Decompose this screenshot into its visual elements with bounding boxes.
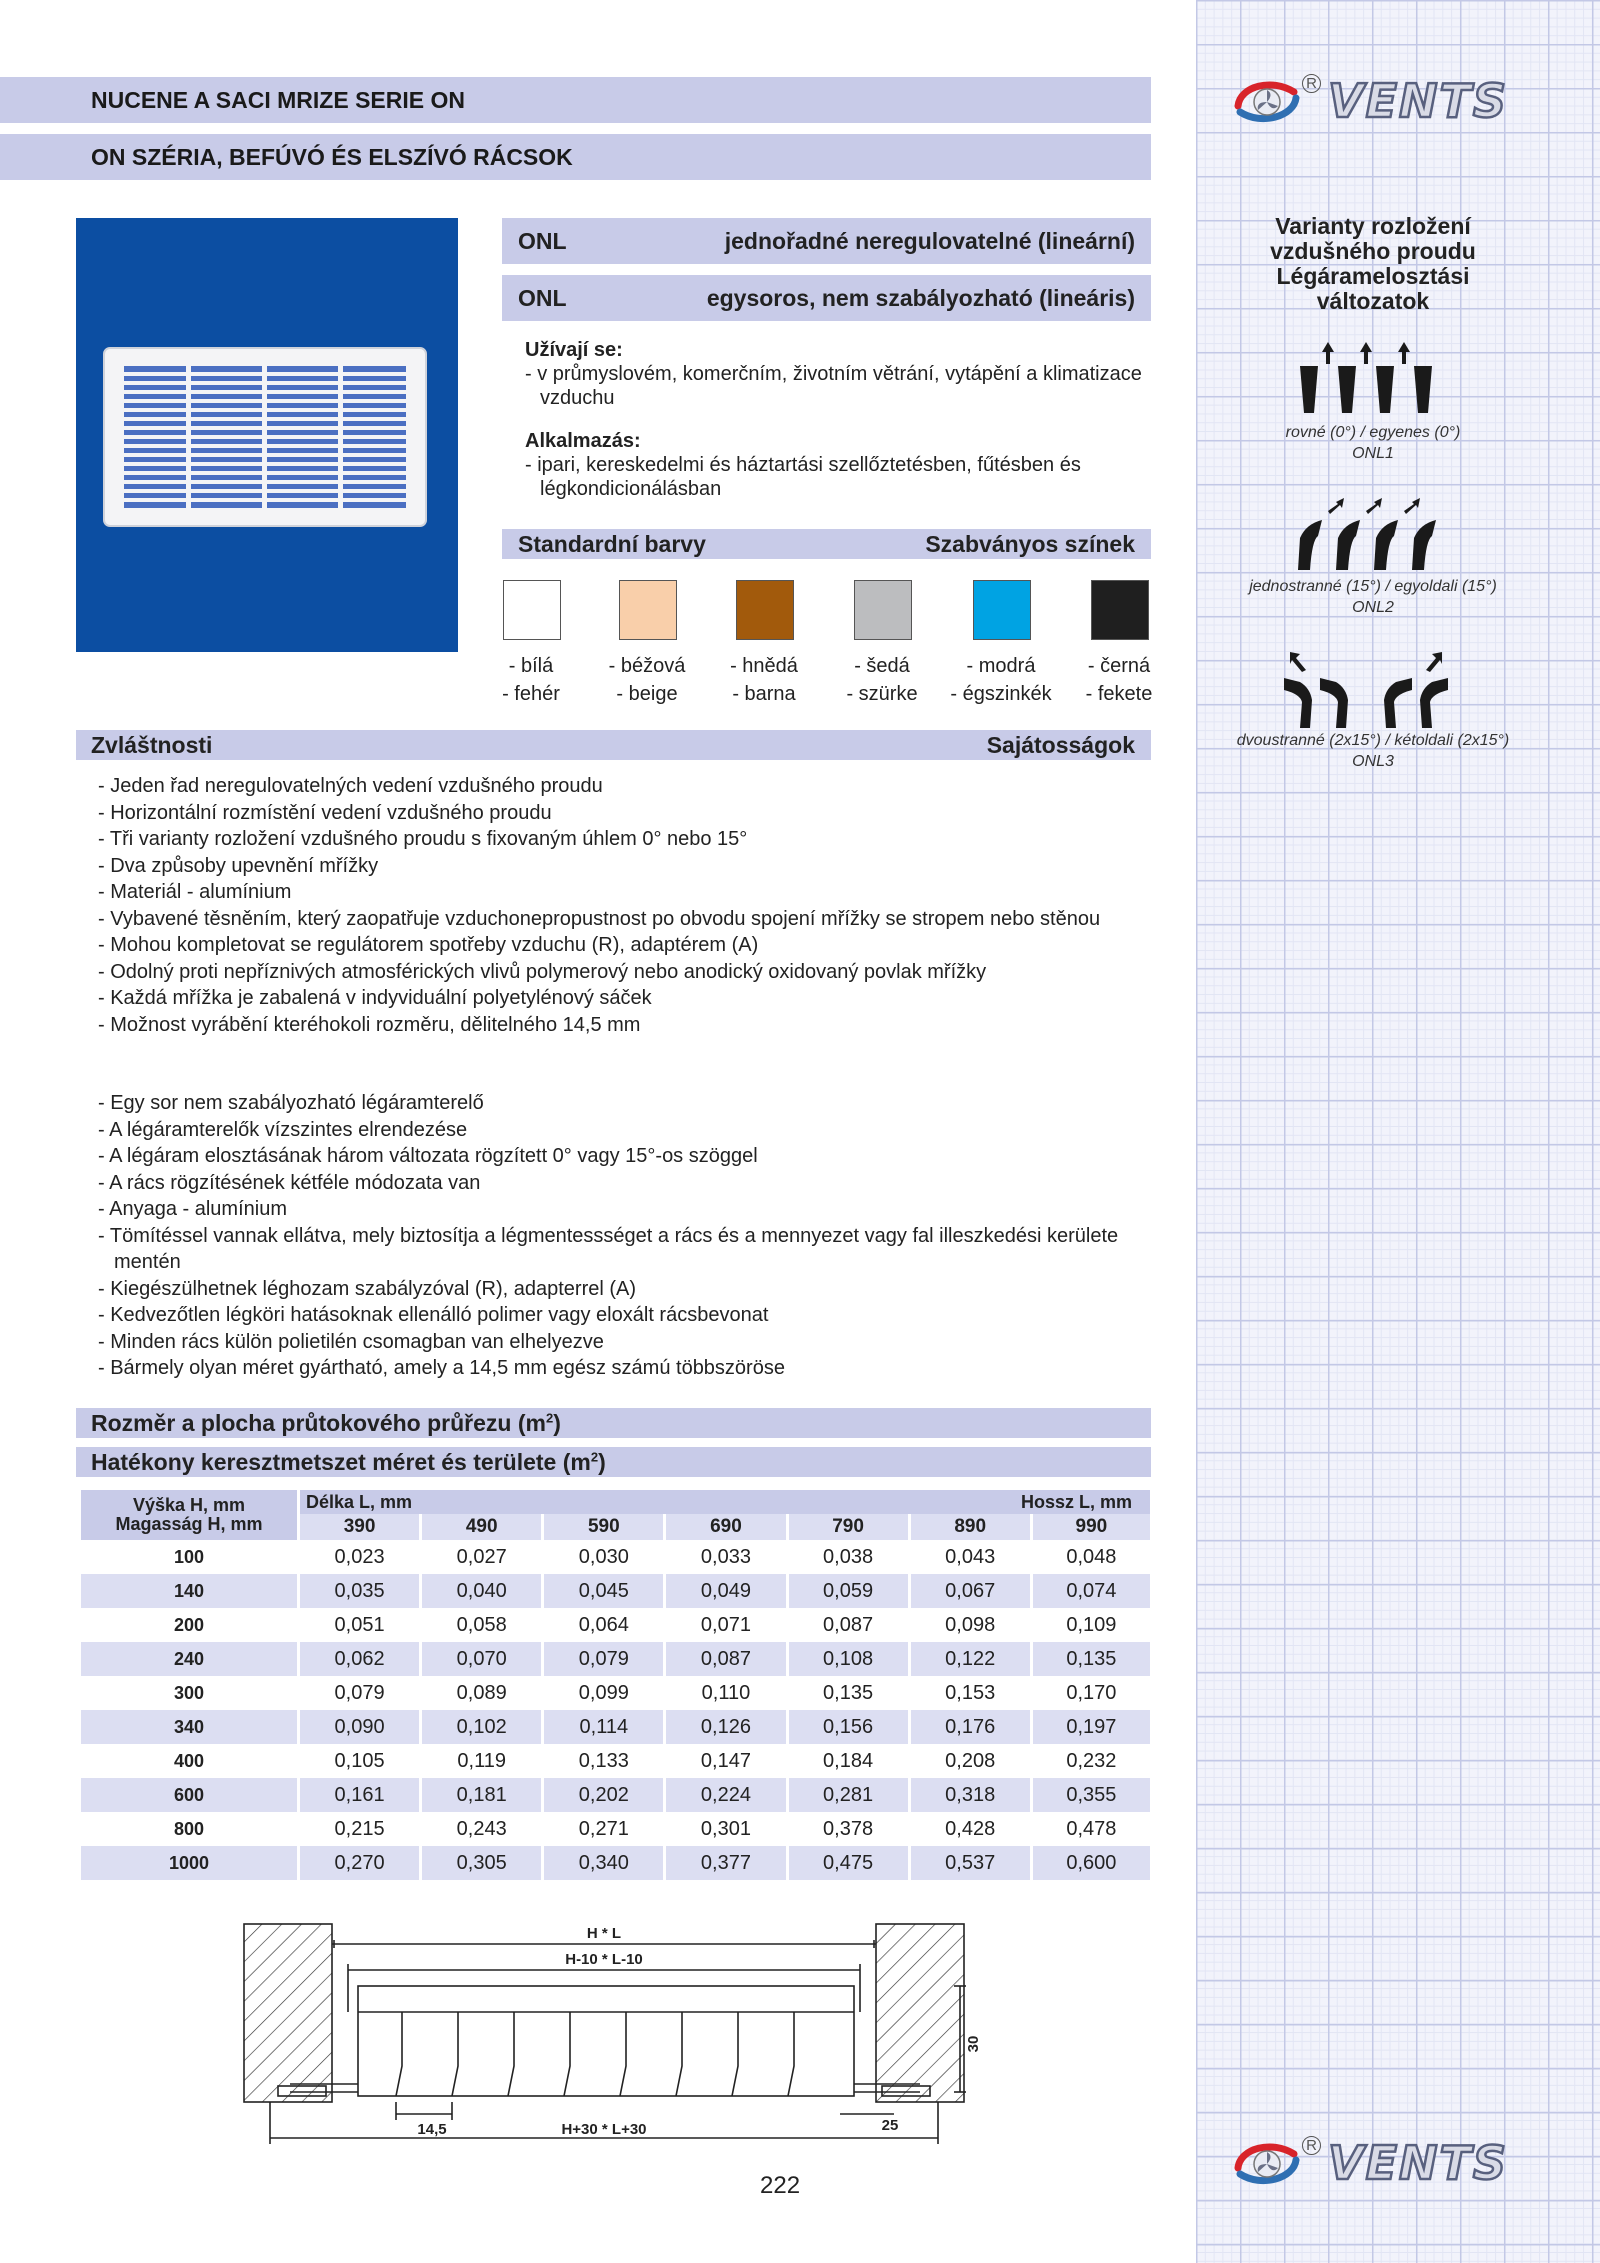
dimensions-title-hu: Hatékony keresztmetszet méret és területe $(m^2)$: [91, 1449, 606, 1475]
column-header: 990: [1031, 1514, 1150, 1540]
color-swatch: [619, 580, 677, 640]
table-cell: 0,043: [909, 1540, 1031, 1574]
table-cell: 0,170: [1031, 1676, 1150, 1710]
feature-item: - A légáram elosztásának három változata rögzített 0° vagy 15°-os szöggel: [98, 1145, 758, 1167]
onl-description: jednořadné neregulovatelné (lineární): [724, 228, 1135, 254]
feature-item: - Bármely olyan méret gyártható, amely a 14,5 mm egész számú többszöröse: [98, 1357, 785, 1379]
table-cell: 0,281: [787, 1778, 909, 1812]
row-height-cell: 600: [80, 1778, 299, 1812]
table-cell: 0,035: [299, 1574, 421, 1608]
table-cell: 0,058: [421, 1608, 543, 1642]
table-cell: 0,135: [787, 1676, 909, 1710]
table-cell: 0,243: [421, 1812, 543, 1846]
feature-item: - A légáramterelők vízszintes elrendezése: [98, 1118, 468, 1141]
brand-wordmark: VENTS: [1328, 2136, 1509, 2190]
table-cell: 0,098: [909, 1608, 1031, 1642]
title-band-hu: [0, 134, 1151, 180]
table-cell: 0,108: [787, 1642, 909, 1676]
table-cell: 0,161: [299, 1778, 421, 1812]
registered-mark: R: [1302, 74, 1321, 93]
table-cell: 0,270: [299, 1846, 421, 1880]
grille-illustration: [76, 218, 458, 652]
table-cell: 0,181: [421, 1778, 543, 1812]
column-header: 890: [909, 1514, 1031, 1540]
color-swatch-label: - šedá - szürke: [846, 655, 918, 705]
table-row: [80, 1676, 1151, 1710]
table-cell: 0,428: [909, 1812, 1031, 1846]
table-row: [80, 1540, 1151, 1574]
page-title-hu: ON SZÉRIA, BEFÚVÓ ÉS ELSZÍVÓ RÁCSOK: [91, 144, 573, 170]
color-swatch-label: - černá - fekete: [1085, 655, 1153, 705]
column-header: 590: [543, 1514, 665, 1540]
table-cell: 0,087: [787, 1608, 909, 1642]
table-row: [80, 1710, 1151, 1744]
feature-item: - Minden rács külön polietilén csomagban van elhelyezve: [98, 1330, 604, 1353]
column-header: 690: [665, 1514, 787, 1540]
color-swatch-label: - modrá - égszinkék: [950, 655, 1052, 705]
dimensions-band-hu: [76, 1447, 1151, 1477]
product-photo: [76, 218, 458, 652]
table-cell: 0,232: [1031, 1744, 1150, 1778]
table-cell: 0,033: [665, 1540, 787, 1574]
dimensions-band-cz: [76, 1408, 1151, 1438]
table-cell: 0,301: [665, 1812, 787, 1846]
table-cell: 0,067: [909, 1574, 1031, 1608]
table-cell: 0,147: [665, 1744, 787, 1778]
table-cell: 0,105: [299, 1744, 421, 1778]
onl-description: egysoros, nem szabályozható (lineáris): [706, 285, 1135, 311]
variant-onl3-icon: [1276, 648, 1456, 732]
table-cell: 0,133: [543, 1744, 665, 1778]
color-swatch-label: - hnědá - barna: [730, 655, 798, 705]
usage-item: - v průmyslovém, komerčním, životním větrání, vytápění a klimatizace vzduchu: [525, 363, 1142, 409]
sidebar-title: Varianty rozložení vzdušného proudu Légáramelosztási változatok: [1270, 213, 1476, 314]
label-hl: H * L: [586, 1925, 622, 1942]
usage-heading: Alkalmazás:: [525, 430, 641, 452]
usage-hu: [525, 429, 1165, 501]
table-cell: 0,064: [543, 1608, 665, 1642]
features-list-cz: [98, 773, 1148, 1038]
feature-item: - Možnost vyrábění kteréhokoli rozměru, dělitelného 14,5 mm: [98, 1013, 641, 1036]
feature-item: - Každá mřížka je zabalená v indyviduální polyetylénový sáček: [98, 987, 652, 1009]
feature-item: - A rács rögzítésének kétféle módozata van: [98, 1171, 481, 1194]
table-row: [80, 1608, 1151, 1642]
usage-cz: [525, 338, 1145, 410]
feature-item: - Dva způsoby upevnění mřížky: [98, 854, 379, 877]
features-band: [76, 730, 1151, 760]
feature-item: - Materiál - alumínium: [98, 881, 292, 903]
table-cell: 0,074: [1031, 1574, 1150, 1608]
colors-title-cz: Standardní barvy: [518, 531, 706, 557]
column-header: 790: [787, 1514, 909, 1540]
table-row: [80, 1642, 1151, 1676]
table-cell: 0,176: [909, 1710, 1031, 1744]
color-swatch: [503, 580, 561, 640]
row-height-cell: 200: [80, 1608, 299, 1642]
table-cell: 0,271: [543, 1812, 665, 1846]
table-cell: 0,475: [787, 1846, 909, 1880]
feature-item: - Kedvezőtlen légköri hatásoknak ellenálló polimer vagy eloxált rácsbevonat: [98, 1304, 769, 1326]
feature-item: - Jeden řad neregulovatelných vedení vzdušného proudu: [98, 775, 603, 797]
table-cell: 0,340: [543, 1846, 665, 1880]
table-cell: 0,070: [421, 1642, 543, 1676]
onl-row-hu: [502, 275, 1151, 321]
column-header: 390: [299, 1514, 421, 1540]
table-row: [80, 1812, 1151, 1846]
table-cell: 0,049: [665, 1574, 787, 1608]
colors-title-hu: Szabványos színek: [925, 531, 1135, 557]
table-cell: 0,090: [299, 1710, 421, 1744]
color-swatch-label: - béžová - beige: [608, 655, 686, 705]
registered-mark: R: [1302, 2136, 1321, 2155]
table-cell: 0,059: [787, 1574, 909, 1608]
onl-code: ONL: [518, 285, 567, 311]
table-row: [80, 1744, 1151, 1778]
table-cell: 0,110: [665, 1676, 787, 1710]
table-cell: 0,208: [909, 1744, 1031, 1778]
label-outer: H+30 * L+30: [561, 2121, 647, 2138]
feature-item: - Kiegészülhetnek léghozam szabályzóval (R), adapterrel (A): [98, 1277, 637, 1300]
table-row: [80, 1778, 1151, 1812]
colors-band: [502, 529, 1151, 559]
feature-item: - Tömítéssel vannak ellátva, mely biztosítja a légmentessséget a rács és a mennyezet vagy fal illeszkedési kerülete mentén: [98, 1224, 1119, 1273]
row-height-cell: 400: [80, 1744, 299, 1778]
table-cell: 0,062: [299, 1642, 421, 1676]
table-cell: 0,079: [299, 1676, 421, 1710]
variant-onl2-icon: [1292, 494, 1442, 574]
label-inner: H-10 * L-10: [565, 1951, 643, 1968]
variant-onl1-caption: rovné (0°) / egyenes (0°) ONL1: [1285, 424, 1461, 462]
table-cell: 0,030: [543, 1540, 665, 1574]
table-cell: 0,126: [665, 1710, 787, 1744]
fan-logo-icon: [1232, 2138, 1302, 2188]
table-cell: 0,109: [1031, 1608, 1150, 1642]
table-cell: 0,318: [909, 1778, 1031, 1812]
table-cell: 0,071: [665, 1608, 787, 1642]
feature-item: - Anyaga - alumínium: [98, 1198, 287, 1220]
color-swatch: [973, 580, 1031, 640]
table-cell: 0,027: [421, 1540, 543, 1574]
features-title-cz: Zvláštnosti: [91, 732, 213, 758]
dimensions-table: [78, 1490, 1150, 1880]
table-cell: 0,377: [665, 1846, 787, 1880]
table-cell: 0,378: [787, 1812, 909, 1846]
table-cell: 0,184: [787, 1744, 909, 1778]
usage-heading: Užívají se:: [525, 339, 623, 361]
vents-logo-top: [1232, 74, 1562, 130]
row-height-cell: 100: [80, 1540, 299, 1574]
vents-logo-bottom: [1232, 2136, 1562, 2192]
table-header-row: [80, 1490, 1151, 1514]
row-header-cell: Výška H, mm Magasság H, mm: [80, 1490, 299, 1540]
color-swatch: [854, 580, 912, 640]
table-cell: 0,040: [421, 1574, 543, 1608]
features-list-hu: [98, 1090, 1148, 1382]
row-height-cell: 1000: [80, 1846, 299, 1880]
feature-item: - Odolný proti nepříznivých atmosférických vlivů polymerový nebo anodický oxidovaný povlak mřížky: [98, 960, 987, 983]
table-cell: 0,355: [1031, 1778, 1150, 1812]
table-row: [80, 1846, 1151, 1880]
table-row: [80, 1574, 1151, 1608]
table-cell: 0,156: [787, 1710, 909, 1744]
table-cell: 0,114: [543, 1710, 665, 1744]
wall-left: [244, 1924, 332, 2102]
table-cell: 0,122: [909, 1642, 1031, 1676]
table-cell: 0,202: [543, 1778, 665, 1812]
onl-code: ONL: [518, 228, 567, 254]
table-cell: 0,051: [299, 1608, 421, 1642]
table-cell: 0,045: [543, 1574, 665, 1608]
table-cell: 0,079: [543, 1642, 665, 1676]
table-cell: 0,537: [909, 1846, 1031, 1880]
variant-onl1-icon: [1292, 338, 1442, 418]
page-number: 222: [760, 2172, 801, 2199]
row-height-cell: 140: [80, 1574, 299, 1608]
dimensions-title-cz: Rozměr a plocha průtokového průřezu $(m^2)$: [91, 1410, 561, 1436]
page-title-cz: NUCENE A SACI MRIZE SERIE ON: [91, 87, 465, 113]
table-cell: 0,153: [909, 1676, 1031, 1710]
features-title-hu: Sajátosságok: [986, 732, 1135, 758]
feature-item: - Mohou kompletovat se regulátorem spotřeby vzduchu (R), adaptérem (A): [98, 934, 759, 956]
feature-item: - Egy sor nem szabályozható légáramterelő: [98, 1092, 484, 1114]
label-depth: 30: [965, 2035, 982, 2053]
label-pitch: 14,5: [417, 2121, 447, 2138]
feature-item: - Horizontální rozmístění vedení vzdušného proudu: [98, 801, 552, 824]
color-swatch: [1091, 580, 1149, 640]
feature-item: - Tři varianty rozložení vzdušného proudu s fixovaným úhlem 0° nebo 15°: [98, 828, 748, 850]
row-height-cell: 340: [80, 1710, 299, 1744]
row-height-cell: 800: [80, 1812, 299, 1846]
variant-onl2-caption: jednostranné (15°) / egyoldali (15°) ONL2: [1249, 578, 1497, 616]
table-cell: 0,600: [1031, 1846, 1150, 1880]
table-cell: 0,135: [1031, 1642, 1150, 1676]
feature-item: - Vybavené těsněním, který zaopatřuje vzduchonepropustnost po obvodu spojení mřížky se stropem nebo stěnou: [98, 907, 1101, 930]
table-cell: 0,102: [421, 1710, 543, 1744]
table-cell: 0,119: [421, 1744, 543, 1778]
table-cell: 0,215: [299, 1812, 421, 1846]
cross-section-drawing: [230, 1916, 1000, 2156]
onl-row-cz: [502, 218, 1151, 264]
row-height-cell: 300: [80, 1676, 299, 1710]
label-edge: 25: [881, 2117, 899, 2134]
table-cell: 0,224: [665, 1778, 787, 1812]
table-cell: 0,048: [1031, 1540, 1150, 1574]
col-header-cell: Délka L, mm Hossz L, mm: [299, 1490, 1151, 1514]
usage-item: - ipari, kereskedelmi és háztartási szellőztetésben, fűtésben és légkondicionálásban: [525, 454, 1081, 500]
fan-logo-icon: [1232, 76, 1302, 126]
table-cell: 0,089: [421, 1676, 543, 1710]
table-cell: 0,087: [665, 1642, 787, 1676]
title-band-cz: [0, 77, 1151, 123]
brand-wordmark: VENTS: [1328, 74, 1509, 128]
table-cell: 0,478: [1031, 1812, 1150, 1846]
wall-right: [876, 1924, 964, 2102]
column-header: 490: [421, 1514, 543, 1540]
table-cell: 0,099: [543, 1676, 665, 1710]
variant-onl3-caption: dvoustranné (2x15°) / kétoldali (2x15°) ONL3: [1236, 732, 1510, 770]
table-cell: 0,023: [299, 1540, 421, 1574]
table-cell: 0,305: [421, 1846, 543, 1880]
color-swatch: [736, 580, 794, 640]
table-cell: 0,038: [787, 1540, 909, 1574]
row-height-cell: 240: [80, 1642, 299, 1676]
color-swatch-label: - bílá - fehér: [502, 655, 560, 705]
table-cell: 0,197: [1031, 1710, 1150, 1744]
